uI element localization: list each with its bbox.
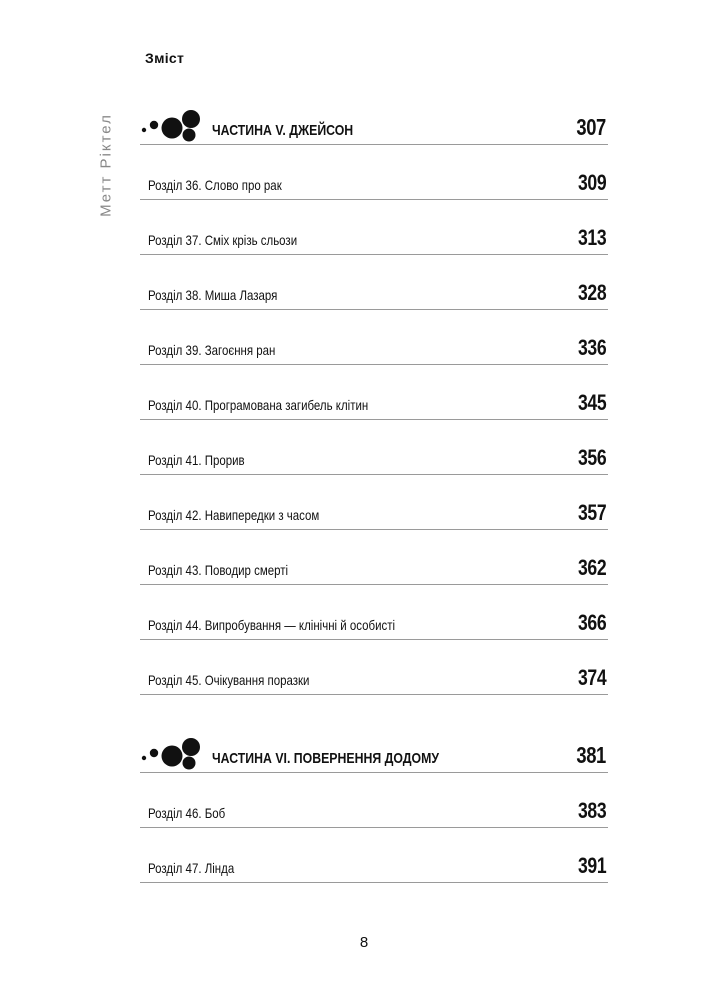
part-row-5[interactable] [140,104,608,145]
chapter-row-43[interactable] [140,547,608,585]
chapter-page-number: 383 [577,798,606,823]
side-author-block [96,100,116,230]
chapter-title: Розділ 46. Боб [148,805,226,821]
chapter-row-39[interactable] [140,327,608,365]
chapter-row-47[interactable] [140,845,608,883]
table-of-contents [140,0,608,1000]
chapter-row-45[interactable] [140,657,608,695]
chapter-page-number: 336 [577,335,606,360]
chapter-page-number: 374 [577,665,606,690]
ink-blot-icon [140,736,204,770]
part-page-number: 381 [576,742,606,768]
chapter-title: Розділ 40. Програмована загибель клітин [148,397,369,413]
author-name-vertical: Метт Ріктел [97,113,115,217]
chapter-page-number: 328 [577,280,606,305]
chapter-title: Розділ 41. Прорив [148,452,245,468]
chapter-page-number: 356 [577,445,606,470]
chapter-row-46[interactable] [140,790,608,828]
chapter-title: Розділ 43. Поводир смерті [148,562,289,578]
running-head: Зміст [145,50,185,66]
part-page-number: 307 [576,114,606,140]
chapter-page-number: 345 [577,390,606,415]
chapter-page-number: 357 [577,500,606,525]
ink-blot-icon [140,108,204,142]
chapter-row-37[interactable] [140,217,608,255]
part-title: ЧАСТИНА VI. ПОВЕРНЕННЯ ДОДОМУ [212,750,439,767]
chapter-title: Розділ 47. Лінда [148,860,235,876]
chapter-page-number: 309 [577,170,606,195]
chapter-row-38[interactable] [140,272,608,310]
chapter-title: Розділ 44. Випробування — клінічні й особисті [148,617,396,633]
chapter-title: Розділ 42. Навипередки з часом [148,507,320,523]
part-title: ЧАСТИНА V. ДЖЕЙСОН [212,122,354,139]
chapter-row-40[interactable] [140,382,608,420]
page-number: 8 [359,934,369,951]
chapter-row-36[interactable] [140,162,608,200]
chapter-page-number: 366 [577,610,606,635]
part-row-6[interactable] [140,732,608,773]
chapter-title: Розділ 37. Сміх крізь сльози [148,232,298,248]
chapter-row-41[interactable] [140,437,608,475]
chapter-page-number: 362 [577,555,606,580]
chapter-row-42[interactable] [140,492,608,530]
chapter-title: Розділ 39. Загоєння ран [148,342,276,358]
chapter-row-44[interactable] [140,602,608,640]
chapter-title: Розділ 36. Слово про рак [148,177,282,193]
chapter-title: Розділ 45. Очікування поразки [148,672,310,688]
chapter-page-number: 313 [577,225,606,250]
chapter-title: Розділ 38. Миша Лазаря [148,287,278,303]
chapter-page-number: 391 [577,853,606,878]
